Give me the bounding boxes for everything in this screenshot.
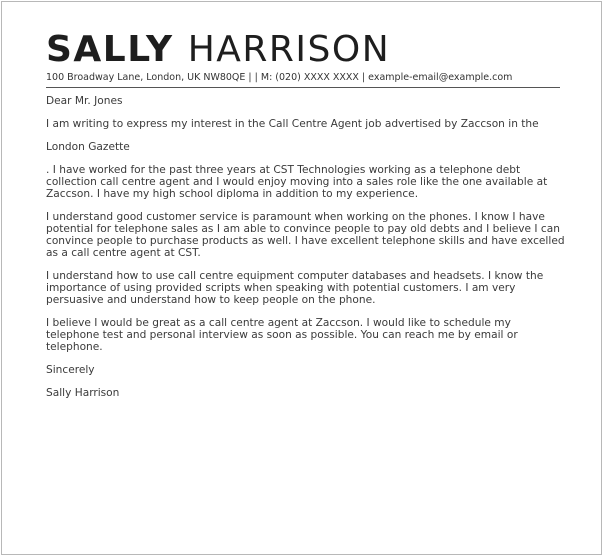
last-name: HARRISON	[187, 29, 391, 70]
paragraph-intro: I am writing to express my interest in the Call Centre Agent job advertised by Zaccson in the	[46, 118, 539, 130]
closing: Sincerely	[46, 364, 95, 376]
letter-body	[46, 95, 566, 410]
paragraph-experience: . I have worked for the past three years at CST Technologies working as a telephone debt collection call centre agent and I would enjoy moving into a sales role like the one available at Zaccson. I have my high school diploma in addition to my experience.	[46, 164, 548, 200]
applicant-name	[46, 28, 390, 72]
paragraph-customer-service: I understand good customer service is paramount when working on the phones. I know I have potential for telephone sales as I am able to convince people to pay old debts and I believe I can convince people to purchase products as well. I have excellent telephone skills and have excelled as a call centre agent at CST.	[46, 211, 565, 259]
signature: Sally Harrison	[46, 387, 120, 399]
paragraph-publication: London Gazette	[46, 141, 130, 153]
contact-line: 100 Broadway Lane, London, UK NW80QE | | M: (020) XXXX XXXX | example-email@example.com	[46, 71, 560, 88]
paragraph-equipment: I understand how to use call centre equipment computer databases and headsets. I know the importance of using provided scripts when speaking with potential customers. I am very persuasive and understand how to keep people on the phone.	[46, 270, 544, 306]
first-name: SALLY	[46, 29, 174, 70]
paragraph-closing-request: I believe I would be great as a call centre agent at Zaccson. I would like to schedule my telephone test and personal interview as soon as possible. You can reach me by email or telephone.	[46, 317, 518, 353]
salutation: Dear Mr. Jones	[46, 95, 123, 107]
letter-page	[1, 1, 602, 555]
